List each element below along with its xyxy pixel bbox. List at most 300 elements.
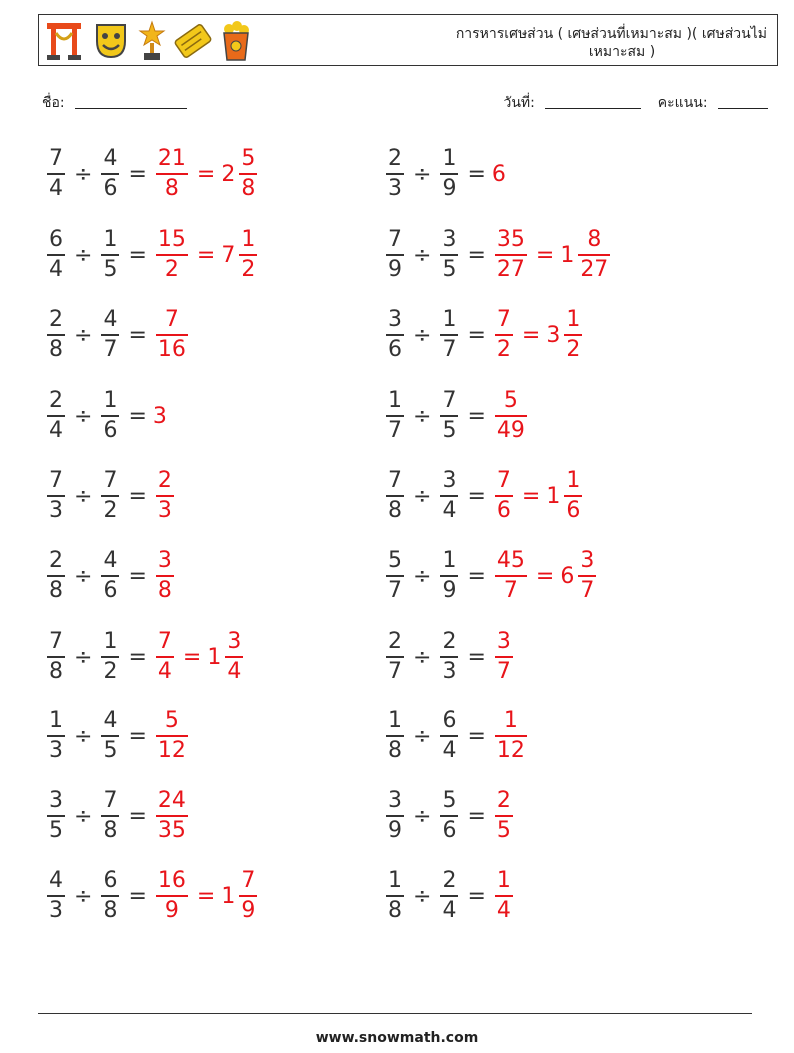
divide-sign: ÷ bbox=[413, 161, 432, 187]
date-label: วันที่: bbox=[503, 95, 535, 111]
numerator: 5 bbox=[164, 708, 179, 733]
dividend-fraction bbox=[386, 550, 404, 602]
numerator: 7 bbox=[49, 468, 63, 493]
denominator: 4 bbox=[47, 173, 65, 200]
numerator: 7 bbox=[49, 146, 63, 171]
problem-12 bbox=[383, 546, 599, 606]
answer bbox=[153, 309, 191, 361]
denominator: 7 bbox=[578, 575, 596, 602]
numerator: 7 bbox=[103, 788, 118, 813]
denominator: 2 bbox=[495, 334, 513, 361]
numerator: 3 bbox=[157, 548, 172, 573]
denominator: 9 bbox=[386, 815, 404, 842]
numerator: 7 bbox=[241, 868, 256, 893]
numerator: 3 bbox=[442, 468, 457, 493]
equals-sign: = bbox=[521, 483, 541, 509]
numerator: 2 bbox=[388, 146, 402, 171]
problem-15 bbox=[44, 706, 191, 766]
equals-sign: = bbox=[128, 563, 147, 589]
denominator: 4 bbox=[47, 254, 65, 281]
numerator: 6 bbox=[103, 868, 118, 893]
mixed-whole: 1 bbox=[207, 644, 222, 670]
dividend-fraction bbox=[47, 229, 65, 281]
numerator: 5 bbox=[503, 388, 518, 413]
divisor-fraction bbox=[440, 309, 458, 361]
answer-fraction bbox=[495, 470, 513, 522]
title-line-2: เหมาะสม ) bbox=[588, 44, 656, 60]
divisor-fraction bbox=[101, 148, 119, 200]
answer bbox=[492, 309, 585, 361]
title-line-1: การหารเศษส่วน ( เศษส่วนที่เหมาะสม )( เศษส่วนไม่ bbox=[455, 26, 767, 42]
equals-sign: = bbox=[467, 723, 486, 749]
denominator: 8 bbox=[386, 895, 404, 922]
problem-7 bbox=[44, 386, 167, 446]
equals-sign: = bbox=[128, 161, 147, 187]
mixed-whole: 1 bbox=[560, 242, 575, 268]
divisor-fraction bbox=[101, 309, 119, 361]
problem-6 bbox=[383, 305, 585, 365]
divide-sign: ÷ bbox=[413, 483, 432, 509]
answer bbox=[492, 229, 613, 281]
numerator: 1 bbox=[496, 868, 511, 893]
answer-fraction bbox=[156, 148, 188, 200]
problem-9 bbox=[44, 466, 177, 526]
numerator: 35 bbox=[496, 227, 525, 252]
denominator: 9 bbox=[440, 575, 458, 602]
divisor-fraction bbox=[440, 631, 458, 683]
dividend-fraction bbox=[47, 550, 65, 602]
numerator: 15 bbox=[157, 227, 186, 252]
denominator: 3 bbox=[47, 895, 65, 922]
divisor-fraction bbox=[440, 870, 458, 922]
problem-8 bbox=[383, 386, 530, 446]
numerator: 1 bbox=[566, 307, 581, 332]
denominator: 7 bbox=[101, 334, 119, 361]
equals-sign: = bbox=[467, 403, 486, 429]
divisor-fraction bbox=[440, 790, 458, 842]
dividend-fraction bbox=[386, 148, 404, 200]
numerator: 1 bbox=[388, 868, 402, 893]
denominator: 6 bbox=[440, 815, 458, 842]
denominator: 4 bbox=[225, 656, 243, 683]
denominator: 8 bbox=[156, 173, 188, 200]
denominator: 7 bbox=[386, 415, 404, 442]
problem-19 bbox=[44, 866, 260, 926]
answer-fraction bbox=[156, 550, 174, 602]
denominator: 9 bbox=[440, 173, 458, 200]
answer-fraction bbox=[156, 631, 174, 683]
numerator: 1 bbox=[388, 708, 402, 733]
denominator: 6 bbox=[564, 495, 582, 522]
numerator: 4 bbox=[103, 146, 118, 171]
numerator: 6 bbox=[442, 708, 457, 733]
numerator: 3 bbox=[388, 307, 402, 332]
dividend-fraction bbox=[47, 148, 65, 200]
equals-sign: = bbox=[467, 563, 486, 589]
numerator: 4 bbox=[103, 708, 118, 733]
problem-1 bbox=[44, 144, 260, 204]
dividend-fraction bbox=[47, 710, 65, 762]
mixed-whole: 3 bbox=[546, 322, 561, 348]
dividend-fraction bbox=[47, 790, 65, 842]
denominator: 8 bbox=[101, 895, 119, 922]
equals-sign: = bbox=[521, 322, 541, 348]
equals-sign: = bbox=[128, 242, 147, 268]
answer-integer: 3 bbox=[152, 403, 167, 429]
numerator: 8 bbox=[587, 227, 602, 252]
divide-sign: ÷ bbox=[413, 644, 432, 670]
answer-fraction bbox=[156, 790, 188, 842]
divide-sign: ÷ bbox=[74, 723, 93, 749]
denominator: 5 bbox=[47, 815, 65, 842]
mixed-fraction bbox=[564, 470, 582, 522]
answer-fraction bbox=[156, 710, 188, 762]
denominator: 2 bbox=[156, 254, 188, 281]
equals-sign: = bbox=[467, 883, 486, 909]
answer bbox=[492, 390, 530, 442]
mixed-fraction bbox=[239, 870, 257, 922]
dividend-fraction bbox=[47, 309, 65, 361]
denominator: 9 bbox=[386, 254, 404, 281]
equals-sign: = bbox=[196, 883, 216, 909]
numerator: 1 bbox=[103, 227, 118, 252]
denominator: 8 bbox=[101, 815, 119, 842]
header-icons bbox=[43, 19, 253, 63]
answer bbox=[492, 631, 516, 683]
answer bbox=[492, 162, 506, 187]
denominator: 3 bbox=[386, 173, 404, 200]
denominator: 4 bbox=[156, 656, 174, 683]
answer bbox=[153, 790, 191, 842]
denominator: 4 bbox=[495, 895, 513, 922]
answer-fraction bbox=[495, 309, 513, 361]
numerator: 45 bbox=[496, 548, 525, 573]
footer-website: www.snowmath.com bbox=[315, 1030, 479, 1046]
divisor-fraction bbox=[101, 870, 119, 922]
denominator: 6 bbox=[101, 415, 119, 442]
dividend-fraction bbox=[386, 309, 404, 361]
numerator: 4 bbox=[49, 868, 63, 893]
denominator: 3 bbox=[440, 656, 458, 683]
dividend-fraction bbox=[386, 870, 404, 922]
equals-sign: = bbox=[467, 161, 486, 187]
divide-sign: ÷ bbox=[74, 563, 93, 589]
numerator: 1 bbox=[49, 708, 63, 733]
numerator: 1 bbox=[442, 307, 457, 332]
denominator: 9 bbox=[239, 895, 257, 922]
numerator: 4 bbox=[103, 548, 118, 573]
numerator: 1 bbox=[442, 548, 457, 573]
mixed-fraction bbox=[239, 229, 257, 281]
answer bbox=[153, 710, 191, 762]
divisor-fraction bbox=[101, 550, 119, 602]
divide-sign: ÷ bbox=[74, 803, 93, 829]
score-blank[interactable] bbox=[718, 94, 768, 109]
denominator: 8 bbox=[47, 334, 65, 361]
denominator: 27 bbox=[495, 254, 527, 281]
denominator: 4 bbox=[440, 735, 458, 762]
answer bbox=[153, 148, 260, 200]
denominator: 7 bbox=[495, 575, 527, 602]
numerator: 1 bbox=[103, 388, 118, 413]
numerator: 2 bbox=[49, 307, 63, 332]
mixed-whole: 2 bbox=[221, 161, 236, 187]
divisor-fraction bbox=[440, 229, 458, 281]
equals-sign: = bbox=[128, 883, 147, 909]
divisor-fraction bbox=[440, 390, 458, 442]
footer-divider bbox=[38, 1013, 752, 1014]
divide-sign: ÷ bbox=[74, 322, 93, 348]
divide-sign: ÷ bbox=[413, 803, 432, 829]
problem-13 bbox=[44, 627, 246, 687]
denominator: 3 bbox=[47, 735, 65, 762]
divide-sign: ÷ bbox=[74, 242, 93, 268]
numerator: 2 bbox=[388, 629, 402, 654]
denominator: 4 bbox=[440, 895, 458, 922]
equals-sign: = bbox=[128, 803, 147, 829]
numerator: 2 bbox=[157, 468, 172, 493]
mixed-fraction bbox=[225, 631, 243, 683]
denominator: 8 bbox=[386, 735, 404, 762]
divide-sign: ÷ bbox=[74, 161, 93, 187]
numerator: 4 bbox=[103, 307, 118, 332]
numerator: 7 bbox=[103, 468, 118, 493]
equals-sign: = bbox=[196, 242, 216, 268]
denominator: 2 bbox=[564, 334, 582, 361]
dividend-fraction bbox=[47, 470, 65, 522]
denominator: 2 bbox=[101, 656, 119, 683]
equals-sign: = bbox=[128, 644, 147, 670]
answer-fraction bbox=[156, 229, 188, 281]
answer-fraction bbox=[495, 229, 527, 281]
numerator: 1 bbox=[566, 468, 581, 493]
date-score-fields bbox=[503, 92, 768, 114]
answer bbox=[492, 870, 516, 922]
numerator: 7 bbox=[49, 629, 63, 654]
dividend-fraction bbox=[386, 710, 404, 762]
numerator: 1 bbox=[503, 708, 518, 733]
equals-sign: = bbox=[467, 242, 486, 268]
numerator: 2 bbox=[49, 548, 63, 573]
denominator: 6 bbox=[495, 495, 513, 522]
dividend-fraction bbox=[47, 870, 65, 922]
name-label: ชื่อ: bbox=[42, 95, 65, 111]
answer-fraction bbox=[495, 550, 527, 602]
numerator: 1 bbox=[388, 388, 402, 413]
problem-14 bbox=[383, 627, 516, 687]
numerator: 6 bbox=[49, 227, 63, 252]
denominator: 8 bbox=[47, 656, 65, 683]
equals-sign: = bbox=[196, 161, 216, 187]
dividend-fraction bbox=[386, 631, 404, 683]
denominator: 8 bbox=[239, 173, 257, 200]
denominator: 6 bbox=[101, 173, 119, 200]
problem-3 bbox=[44, 225, 260, 285]
divide-sign: ÷ bbox=[413, 242, 432, 268]
denominator: 7 bbox=[386, 656, 404, 683]
mixed-whole: 1 bbox=[221, 883, 236, 909]
numerator: 5 bbox=[388, 548, 402, 573]
numerator: 2 bbox=[49, 388, 63, 413]
answer-fraction bbox=[156, 870, 188, 922]
answer bbox=[153, 404, 167, 429]
equals-sign: = bbox=[535, 242, 555, 268]
divide-sign: ÷ bbox=[74, 883, 93, 909]
numerator: 1 bbox=[442, 146, 457, 171]
answer-fraction bbox=[156, 470, 174, 522]
divisor-fraction bbox=[440, 710, 458, 762]
numerator: 3 bbox=[496, 629, 511, 654]
answer-fraction bbox=[495, 390, 527, 442]
mixed-fraction bbox=[564, 309, 582, 361]
problem-5 bbox=[44, 305, 191, 365]
divisor-fraction bbox=[101, 390, 119, 442]
denominator: 35 bbox=[156, 815, 188, 842]
answer bbox=[153, 870, 260, 922]
divisor-fraction bbox=[101, 470, 119, 522]
divisor-fraction bbox=[440, 470, 458, 522]
dividend-fraction bbox=[386, 229, 404, 281]
numerator: 1 bbox=[241, 227, 256, 252]
answer-fraction bbox=[495, 631, 513, 683]
numerator: 3 bbox=[442, 227, 457, 252]
answer bbox=[153, 631, 246, 683]
worksheet-header bbox=[38, 14, 778, 66]
mixed-whole: 1 bbox=[546, 483, 561, 509]
denominator: 5 bbox=[101, 254, 119, 281]
answer bbox=[492, 550, 599, 602]
numerator: 2 bbox=[442, 629, 457, 654]
equals-sign: = bbox=[467, 644, 486, 670]
denominator: 27 bbox=[578, 254, 610, 281]
divisor-fraction bbox=[101, 229, 119, 281]
equals-sign: = bbox=[535, 563, 555, 589]
numerator: 7 bbox=[496, 468, 511, 493]
dividend-fraction bbox=[47, 390, 65, 442]
denominator: 7 bbox=[495, 656, 513, 683]
numerator: 3 bbox=[227, 629, 242, 654]
answer bbox=[492, 710, 530, 762]
divisor-fraction bbox=[101, 710, 119, 762]
worksheet-title bbox=[397, 25, 767, 61]
denominator: 5 bbox=[440, 254, 458, 281]
numerator: 7 bbox=[388, 468, 402, 493]
name-blank[interactable] bbox=[75, 94, 187, 109]
denominator: 12 bbox=[156, 735, 188, 762]
numerator: 7 bbox=[388, 227, 402, 252]
answer-fraction bbox=[495, 710, 527, 762]
numerator: 24 bbox=[157, 788, 186, 813]
numerator: 3 bbox=[49, 788, 63, 813]
equals-sign: = bbox=[128, 483, 147, 509]
numerator: 5 bbox=[241, 146, 256, 171]
denominator: 3 bbox=[156, 495, 174, 522]
divide-sign: ÷ bbox=[413, 883, 432, 909]
answer-fraction bbox=[495, 870, 513, 922]
numerator: 7 bbox=[164, 307, 179, 332]
popcorn-icon bbox=[219, 19, 253, 63]
equals-sign: = bbox=[467, 803, 486, 829]
problem-17 bbox=[44, 786, 191, 846]
mixed-whole: 6 bbox=[560, 563, 575, 589]
problem-16 bbox=[383, 706, 530, 766]
numerator: 21 bbox=[157, 146, 186, 171]
numerator: 1 bbox=[103, 629, 118, 654]
denominator: 9 bbox=[156, 895, 188, 922]
divide-sign: ÷ bbox=[413, 563, 432, 589]
numerator: 3 bbox=[580, 548, 595, 573]
denominator: 7 bbox=[386, 575, 404, 602]
divisor-fraction bbox=[440, 550, 458, 602]
numerator: 5 bbox=[442, 788, 457, 813]
divisor-fraction bbox=[440, 148, 458, 200]
denominator: 12 bbox=[495, 735, 527, 762]
theater-rope-icon bbox=[43, 19, 85, 63]
problem-4 bbox=[383, 225, 613, 285]
answer-integer: 6 bbox=[491, 161, 506, 187]
answer bbox=[492, 790, 516, 842]
problem-11 bbox=[44, 546, 177, 606]
denominator: 8 bbox=[386, 495, 404, 522]
equals-sign: = bbox=[467, 322, 486, 348]
denominator: 4 bbox=[47, 415, 65, 442]
mixed-whole: 7 bbox=[221, 242, 236, 268]
denominator: 7 bbox=[440, 334, 458, 361]
numerator: 7 bbox=[442, 388, 457, 413]
numerator: 2 bbox=[496, 788, 511, 813]
answer bbox=[153, 470, 177, 522]
mixed-fraction bbox=[578, 229, 610, 281]
equals-sign: = bbox=[128, 322, 147, 348]
denominator: 5 bbox=[495, 815, 513, 842]
denominator: 49 bbox=[495, 415, 527, 442]
equals-sign: = bbox=[128, 723, 147, 749]
denominator: 5 bbox=[440, 415, 458, 442]
dividend-fraction bbox=[386, 390, 404, 442]
equals-sign: = bbox=[182, 644, 202, 670]
numerator: 16 bbox=[157, 868, 186, 893]
divide-sign: ÷ bbox=[413, 322, 432, 348]
equals-sign: = bbox=[467, 483, 486, 509]
denominator: 3 bbox=[47, 495, 65, 522]
denominator: 8 bbox=[156, 575, 174, 602]
dividend-fraction bbox=[386, 470, 404, 522]
date-blank[interactable] bbox=[545, 94, 641, 109]
denominator: 16 bbox=[156, 334, 188, 361]
divide-sign: ÷ bbox=[413, 723, 432, 749]
drama-mask-icon bbox=[91, 19, 131, 63]
denominator: 2 bbox=[101, 495, 119, 522]
divide-sign: ÷ bbox=[74, 403, 93, 429]
cinema-ticket-icon bbox=[173, 19, 213, 63]
answer-fraction bbox=[156, 309, 188, 361]
denominator: 2 bbox=[239, 254, 257, 281]
dividend-fraction bbox=[47, 631, 65, 683]
score-label: คะแนน: bbox=[657, 95, 708, 111]
divisor-fraction bbox=[101, 790, 119, 842]
numerator: 7 bbox=[496, 307, 511, 332]
divisor-fraction bbox=[101, 631, 119, 683]
divide-sign: ÷ bbox=[74, 644, 93, 670]
numerator: 2 bbox=[442, 868, 457, 893]
denominator: 4 bbox=[440, 495, 458, 522]
problem-2 bbox=[383, 144, 506, 204]
answer-fraction bbox=[495, 790, 513, 842]
numerator: 7 bbox=[157, 629, 172, 654]
divide-sign: ÷ bbox=[74, 483, 93, 509]
mixed-fraction bbox=[239, 148, 257, 200]
dividend-fraction bbox=[386, 790, 404, 842]
